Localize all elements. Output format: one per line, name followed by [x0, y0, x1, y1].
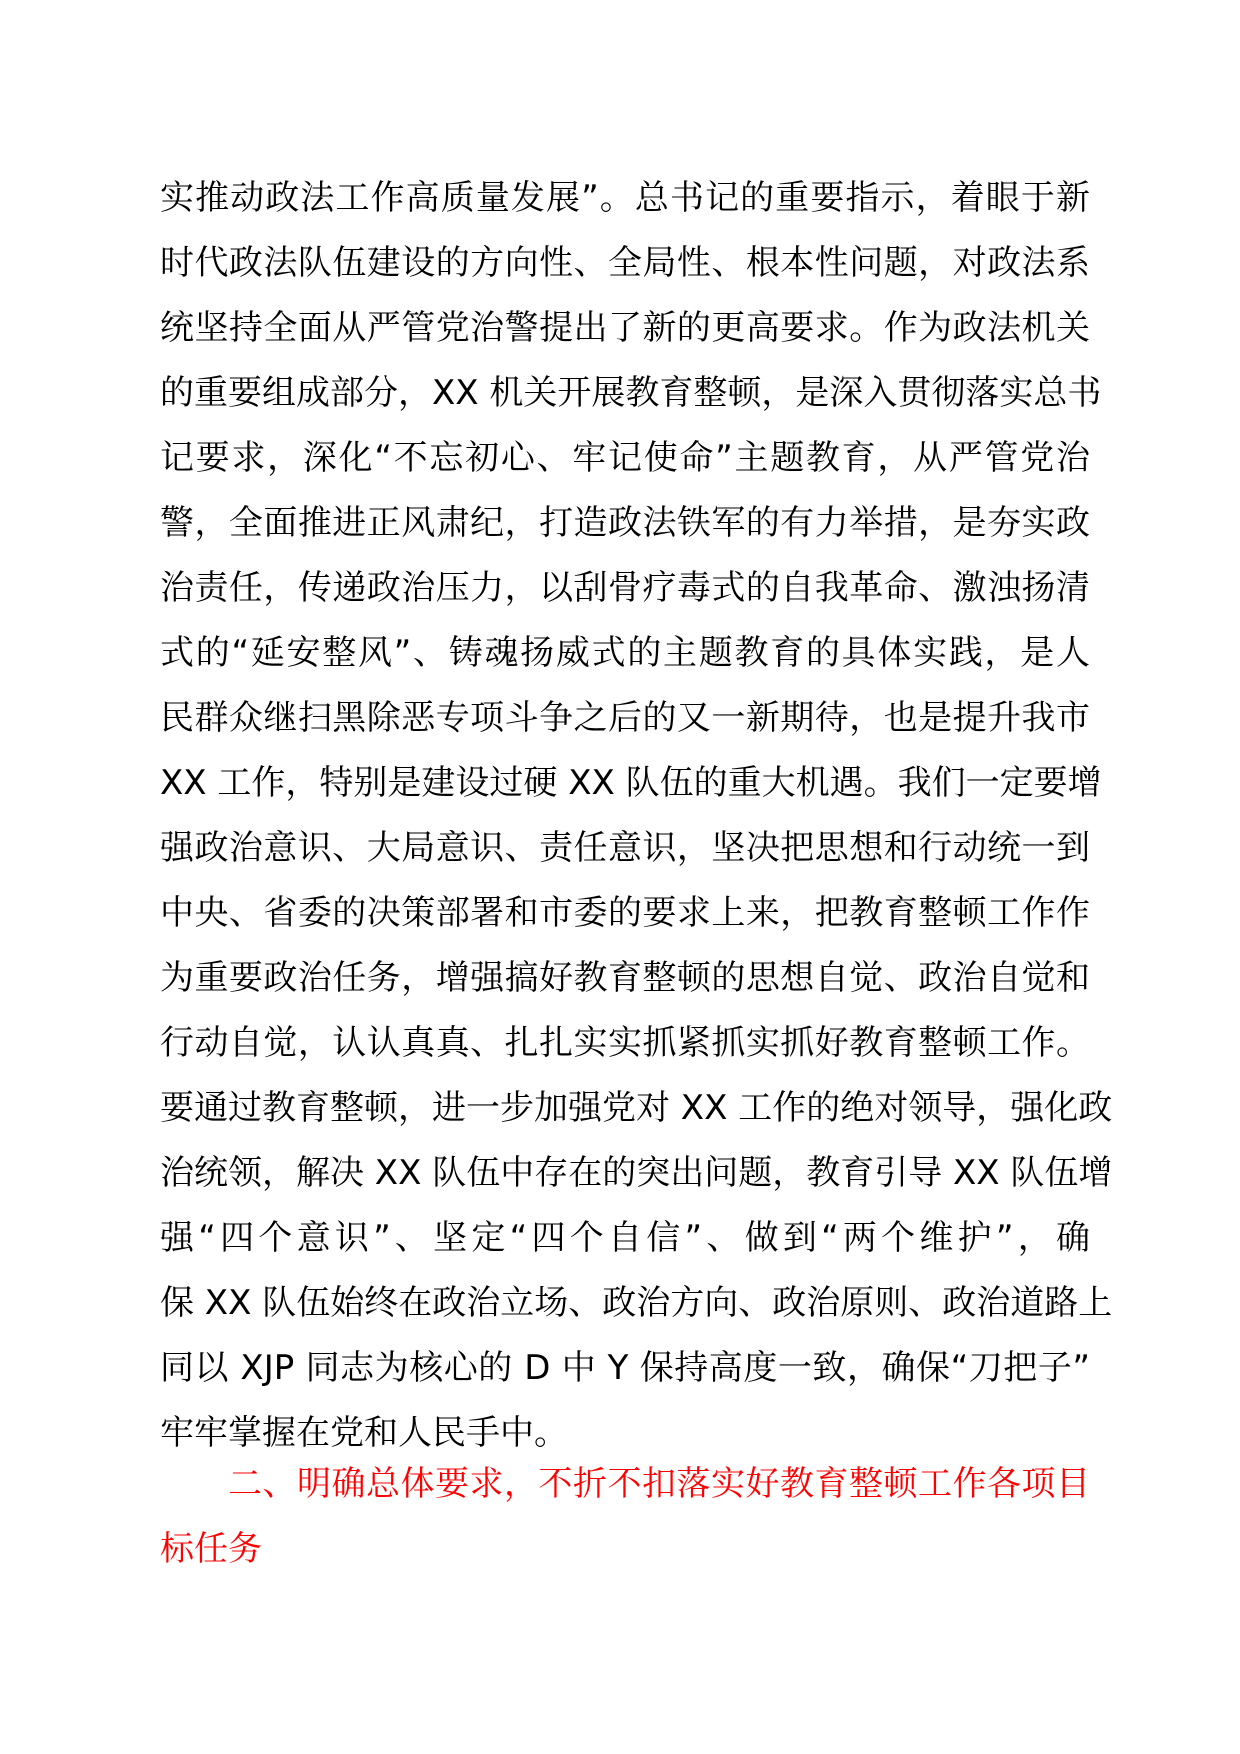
paragraph-line: 时代政法队伍建设的方向性、全局性、根本性问题，对政法系 [160, 243, 1090, 283]
paragraph-line: 同以 XJP 同志为核心的 D 中 Y 保持高度一致，确保“刀把子” [160, 1348, 1090, 1388]
paragraph-line: 警，全面推进正风肃纪，打造政法铁军的有力举措，是夯实政 [160, 503, 1090, 543]
paragraph-line: 治责任，传递政治压力，以刮骨疗毒式的自我革命、激浊扬清 [160, 568, 1090, 608]
paragraph-line: 式的“延安整风”、铸魂扬威式的主题教育的具体实践，是人 [160, 633, 1090, 673]
paragraph-line: 记要求，深化“不忘初心、牢记使命”主题教育，从严管党治 [160, 438, 1090, 478]
paragraph-line: 强“四个意识”、坚定“四个自信”、做到“两个维护”，确 [160, 1218, 1090, 1258]
paragraph-line: 治统领，解决 XX 队伍中存在的突出问题，教育引导 XX 队伍增 [160, 1153, 1113, 1193]
paragraph-line: 的重要组成部分，XX 机关开展教育整顿，是深入贯彻落实总书 [160, 373, 1102, 413]
section-heading [160, 1452, 1090, 1582]
paragraph-line: 民群众继扫黑除恶专项斗争之后的又一新期待，也是提升我市 [160, 698, 1090, 738]
heading-line: 二、明确总体要求，不折不扣落实好教育整顿工作各项目 [228, 1464, 1090, 1504]
paragraph-line: 要通过教育整顿，进一步加强党对 XX 工作的绝对领导，强化政 [160, 1088, 1113, 1128]
paragraph-line: 中央、省委的决策部署和市委的要求上来，把教育整顿工作作 [160, 893, 1090, 933]
paragraph-line: 行动自觉，认认真真、扎扎实实抓紧抓实抓好教育整顿工作。 [160, 1023, 1090, 1063]
paragraph-line: 强政治意识、大局意识、责任意识，坚决把思想和行动统一到 [160, 828, 1090, 868]
paragraph-line: 为重要政治任务，增强搞好教育整顿的思想自觉、政治自觉和 [160, 958, 1090, 998]
paragraph-line: 牢牢掌握在党和人民手中。 [160, 1413, 568, 1453]
paragraph-line: XX 工作，特别是建设过硬 XX 队伍的重大机遇。我们一定要增 [160, 763, 1102, 803]
paragraph-line: 实推动政法工作高质量发展”。总书记的重要指示，着眼于新 [160, 178, 1090, 218]
body-paragraph [160, 166, 1113, 1466]
paragraph-line: 统坚持全面从严管党治警提出了新的更高要求。作为政法机关 [160, 308, 1090, 348]
heading-line: 标任务 [160, 1529, 262, 1569]
paragraph-line: 保 XX 队伍始终在政治立场、政治方向、政治原则、政治道路上 [160, 1283, 1113, 1323]
